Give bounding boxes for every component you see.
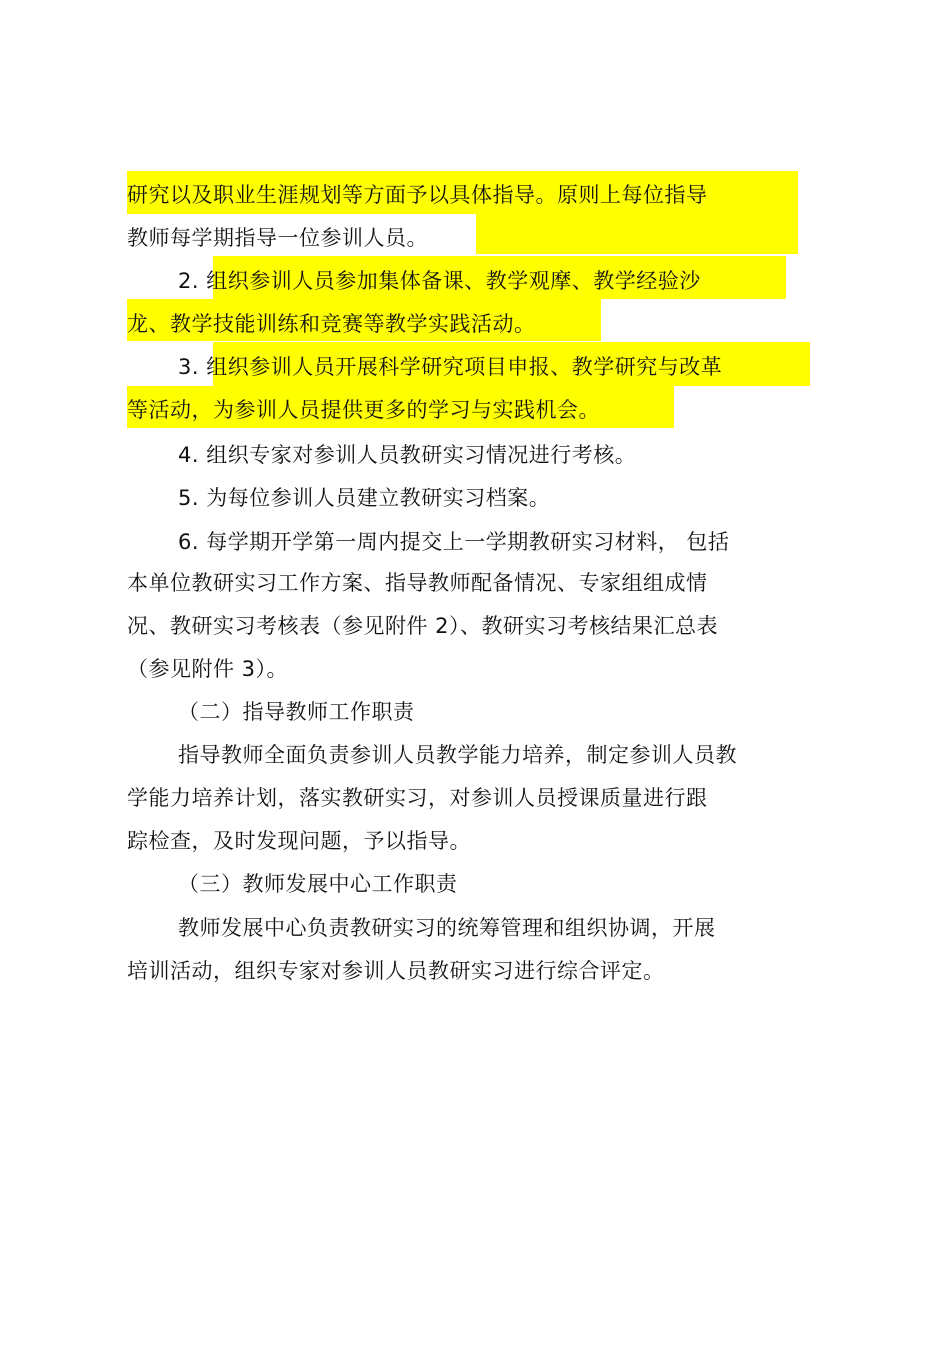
- text-line: 教师发展中心负责教研实习的统筹管理和组织协调，开展: [178, 916, 716, 940]
- section-heading: （二）指导教师工作职责: [178, 700, 415, 724]
- text-line: （参见附件 3）。: [127, 657, 289, 681]
- list-item-6: 6. 每学期开学第一周内提交上一学期教研实习材料， 包括: [178, 530, 730, 554]
- text-line: 况、教研实习考核表（参见附件 2）、教研实习考核结果汇总表: [127, 614, 719, 638]
- section-heading: （三）教师发展中心工作职责: [178, 872, 458, 896]
- list-item-3: 3. 组织参训人员开展科学研究项目申报、教学研究与改革: [178, 355, 723, 379]
- highlight-block: [476, 214, 798, 254]
- text-line: 等活动，为参训人员提供更多的学习与实践机会。: [127, 398, 600, 422]
- text-line: 研究以及职业生涯规划等方面予以具体指导。原则上每位指导: [127, 183, 708, 207]
- list-item-2: 2. 组织参训人员参加集体备课、教学观摩、教学经验沙: [178, 269, 701, 293]
- text-line: 龙、教学技能训练和竞赛等教学实践活动。: [127, 312, 536, 336]
- text-line: 教师每学期指导一位参训人员。: [127, 226, 428, 250]
- list-item-4: 4. 组织专家对参训人员教研实习情况进行考核。: [178, 443, 637, 467]
- text-line: 本单位教研实习工作方案、指导教师配备情况、专家组组成情: [127, 571, 708, 595]
- text-line: 学能力培养计划，落实教研实习，对参训人员授课质量进行跟: [127, 786, 708, 810]
- list-item-5: 5. 为每位参训人员建立教研实习档案。: [178, 486, 551, 510]
- text-line: 踪检查，及时发现问题，予以指导。: [127, 829, 471, 853]
- text-line: 培训活动，组织专家对参训人员教研实习进行综合评定。: [127, 959, 665, 983]
- text-line: 指导教师全面负责参训人员教学能力培养，制定参训人员教: [178, 743, 737, 767]
